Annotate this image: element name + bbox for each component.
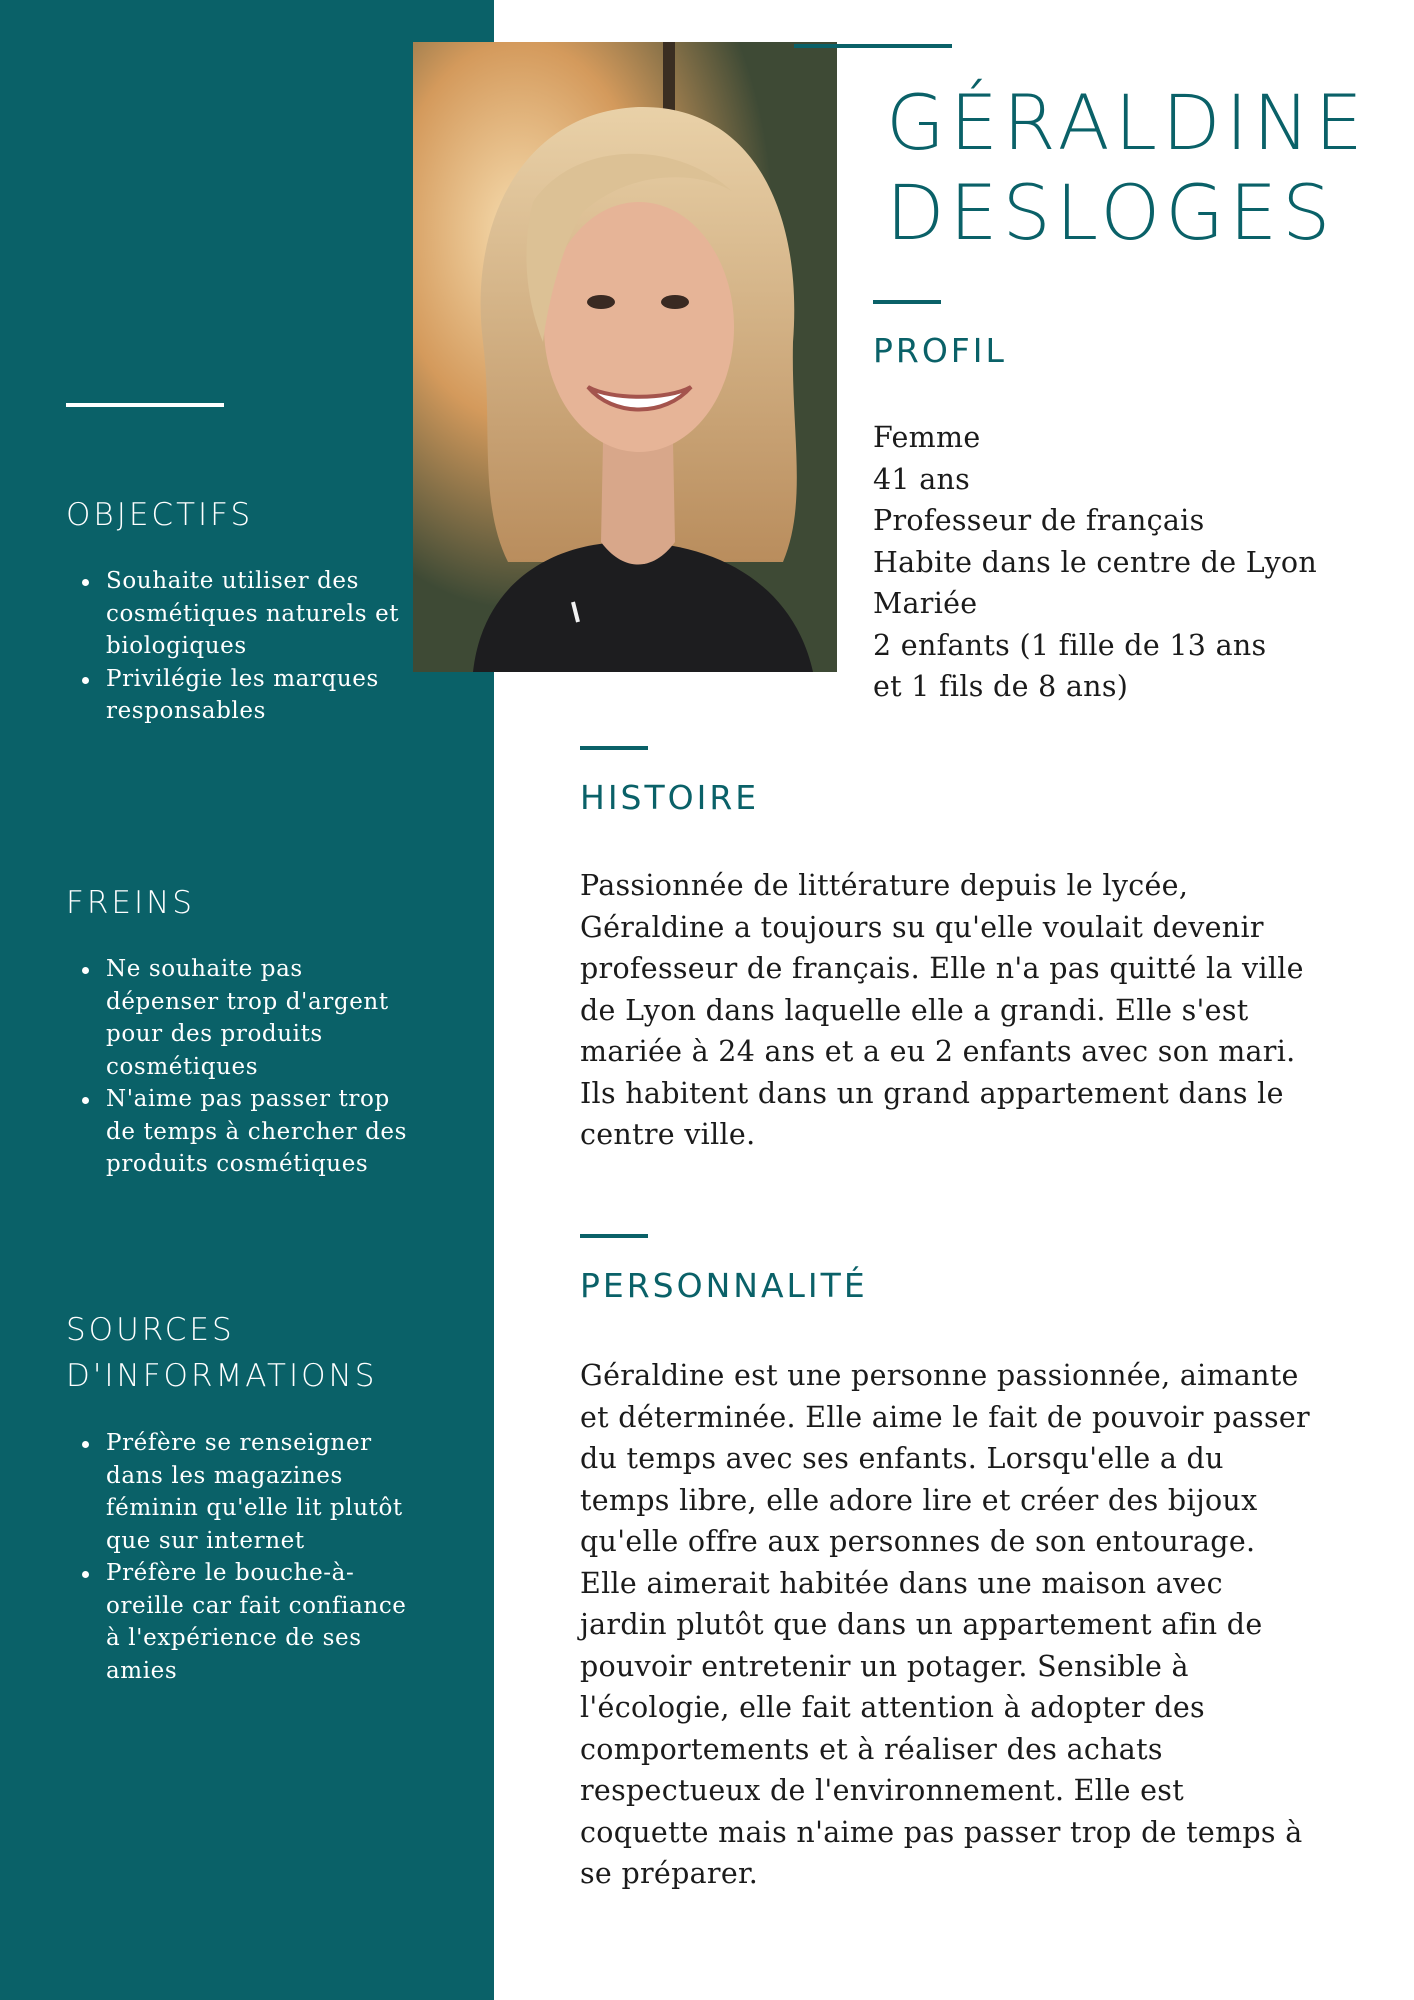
list-item: Ne souhaite pas dépenser trop d'argent pour des produits cosmétiques	[66, 953, 416, 1083]
personnalite-text: Géraldine est une personne passionnée, aimante et déterminée. Elle aime le fait de pouvoir passer du temps avec ses enfants. Lorsqu'elle a du temps libre, elle adore lire et créer des bijoux qu'elle offre aux personnes de son entourage. Elle aimerait habitée dans une maison avec jardin plutôt que dans un appartement afin de pouvoir entretenir un potager. Sensible à l'écologie, elle fait attention à adopter des comportements et à réaliser des achats respectueux de l'environnement. Elle est coquette mais n'aime pas passer trop de temps à se préparer.	[580, 1359, 1310, 1890]
objectifs-heading: OBJECTIFS	[66, 497, 254, 533]
name-top-rule	[794, 44, 952, 48]
profil-line: Habite dans le centre de Lyon	[873, 545, 1317, 579]
personnalite-heading: PERSONNALITÉ	[580, 1266, 868, 1305]
freins-heading: FREINS	[66, 885, 195, 921]
objectifs-list	[66, 565, 416, 728]
portrait-photo	[413, 42, 837, 672]
person-name	[886, 78, 1406, 258]
last-name: DESLOGES	[886, 168, 1336, 257]
histoire-rule	[580, 746, 648, 750]
sidebar-divider	[66, 403, 224, 407]
profil-line: Professeur de français	[873, 504, 1205, 537]
profil-list	[873, 417, 1393, 708]
portrait-illustration	[413, 42, 837, 672]
list-item: N'aime pas passer trop de temps à chercher des produits cosmétiques	[66, 1083, 416, 1181]
list-item: Privilégie les marques responsables	[66, 663, 416, 728]
list-item: Préfère se renseigner dans les magazines féminin qu'elle lit plutôt que sur internet	[66, 1427, 416, 1557]
personnalite-rule	[580, 1234, 648, 1238]
histoire-heading: HISTOIRE	[580, 778, 760, 817]
first-name: GÉRALDINE	[886, 78, 1368, 167]
sources-list	[66, 1427, 416, 1687]
profil-heading: PROFIL	[873, 331, 1007, 370]
sources-heading-line2: D'INFORMATIONS	[66, 1358, 378, 1394]
profil-line: 2 enfants (1 fille de 13 ans	[873, 628, 1267, 662]
profil-line: 41 ans	[873, 462, 971, 496]
list-item: Souhaite utiliser des cosmétiques naturels et biologiques	[66, 565, 416, 663]
freins-list	[66, 953, 416, 1181]
sources-heading	[66, 1307, 466, 1399]
profil-line: Mariée	[873, 587, 978, 620]
profil-line: Femme	[873, 421, 981, 454]
profil-line: et 1 fils de 8 ans)	[873, 670, 1129, 703]
sources-heading-line1: SOURCES	[66, 1312, 235, 1348]
histoire-text: Passionnée de littérature depuis le lycée, Géraldine a toujours su qu'elle voulait devenir professeur de français. Elle n'a pas quitté la ville de Lyon dans laquelle elle a grandi. Elle s'est mariée à 24 ans et a eu 2 enfants avec son mari. Ils habitent dans un grand appartement dans le centre ville.	[580, 869, 1304, 1151]
profil-rule	[873, 300, 941, 304]
list-item: Préfère le bouche-à-oreille car fait confiance à l'expérience de ses amies	[66, 1557, 416, 1687]
